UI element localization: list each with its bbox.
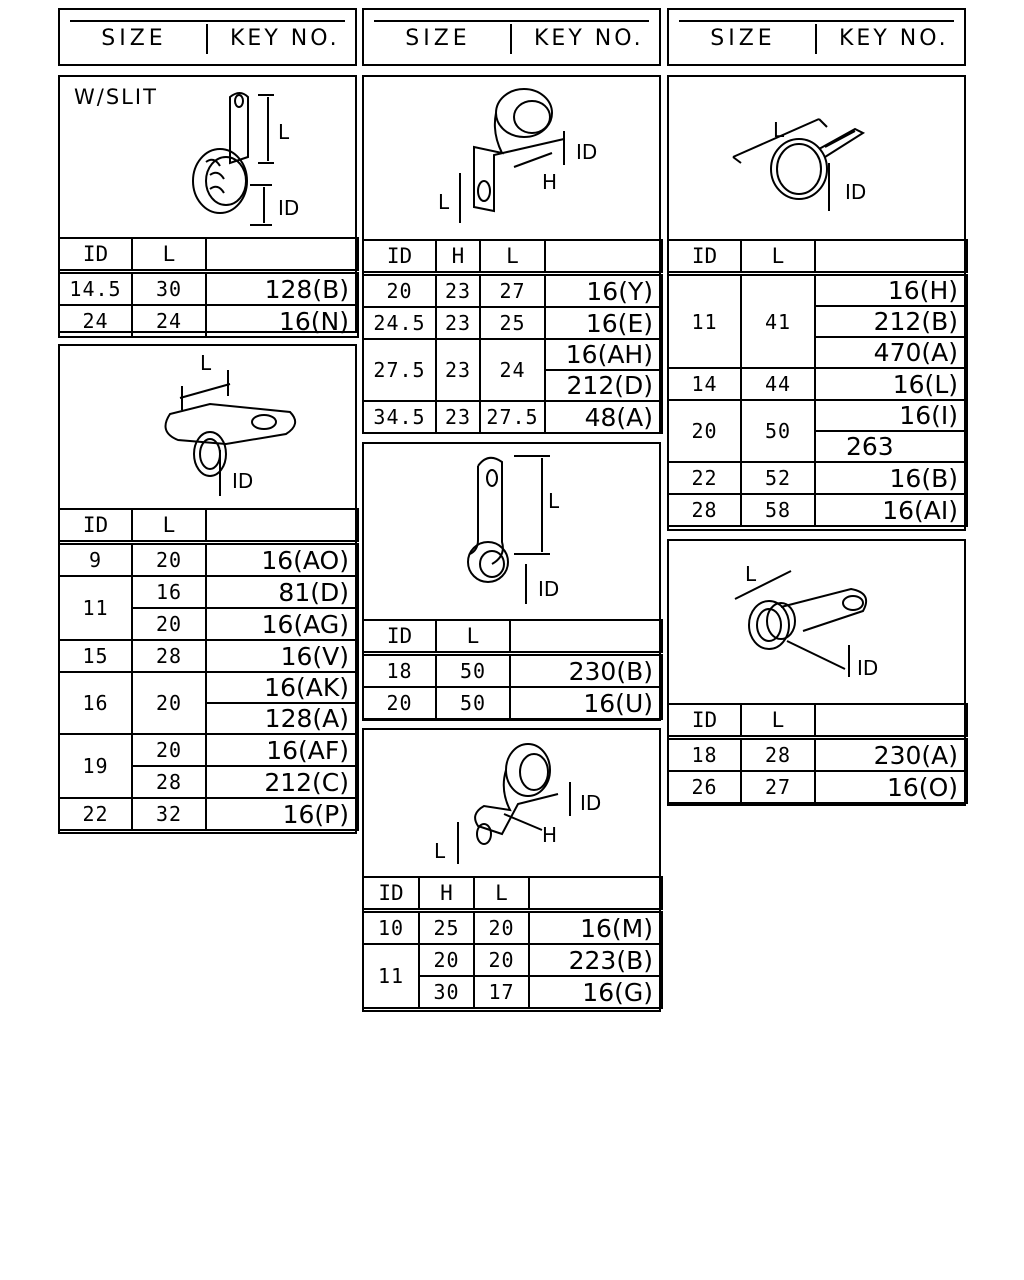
band-size-table (667, 239, 968, 527)
dim-id-label: ID (538, 577, 560, 601)
cell-key-no: 16(I) (815, 400, 967, 431)
cell-key-no: 16(AI) (815, 494, 967, 526)
clamp-block-offset (362, 75, 661, 434)
table-row (59, 640, 358, 672)
table-row (59, 734, 358, 766)
table-row (59, 272, 358, 306)
dim-id-label: ID (576, 140, 598, 164)
cell-id: 24.5 (363, 307, 436, 339)
cushion-clamp-icon (669, 541, 965, 703)
cell-id: 34.5 (363, 401, 436, 433)
cell-key-no: 16(E) (545, 307, 662, 339)
size-header: SIZE (405, 26, 471, 51)
col-key (815, 240, 967, 274)
cell-id: 9 (59, 543, 132, 577)
table-row (59, 672, 358, 703)
cell-id: 26 (668, 771, 741, 803)
table-row (668, 738, 967, 772)
col-l: L (132, 509, 206, 543)
loop-clamp-icon (60, 346, 356, 508)
cell-key-no: 16(B) (815, 462, 967, 494)
cell-l: 17 (474, 976, 529, 1008)
cell-l: 50 (741, 400, 815, 462)
cell-l: 24 (480, 339, 545, 401)
table-row (363, 944, 662, 976)
col-key (815, 704, 967, 738)
dim-id-label: ID (278, 196, 300, 220)
loop-clamp-drawing (60, 346, 355, 508)
cell-id: 24 (59, 305, 132, 337)
dim-l-label: L (278, 120, 290, 144)
cell-l: 28 (741, 738, 815, 772)
dim-h-label: H (542, 823, 558, 847)
table-row (59, 798, 358, 830)
table-row (668, 462, 967, 494)
table-row (59, 576, 358, 608)
col-id: ID (363, 240, 436, 274)
cell-l: 20 (132, 543, 206, 577)
cell-key-no: 16(O) (815, 771, 967, 803)
col-key (545, 240, 662, 274)
cell-id: 11 (363, 944, 419, 1008)
cell-key-no: 16(AG) (206, 608, 358, 640)
col-id: ID (59, 238, 132, 272)
table-row (59, 543, 358, 577)
dim-id-label: ID (845, 180, 867, 204)
cell-l: 16 (132, 576, 206, 608)
dim-l-label: L (434, 839, 446, 863)
cell-id: 27.5 (363, 339, 436, 401)
clamp-block-loop (58, 344, 357, 834)
cell-h: 30 (419, 976, 474, 1008)
cell-key-no: 230(B) (510, 654, 662, 688)
cell-key-no: 470(A) (815, 337, 967, 368)
table-row (668, 771, 967, 803)
cell-key-no: 212(C) (206, 766, 358, 798)
wslit-note: W/SLIT (74, 85, 158, 109)
dim-l-label: L (773, 118, 785, 142)
table-row (363, 654, 662, 688)
cell-l: 44 (741, 368, 815, 400)
cell-h: 23 (436, 307, 480, 339)
cell-key-no: 212(B) (815, 306, 967, 337)
cushion-clamp-drawing (669, 541, 964, 703)
cell-l: 41 (741, 274, 815, 369)
offset-clamp-drawing (364, 77, 659, 239)
table-row (668, 400, 967, 431)
table-row (363, 687, 662, 719)
dim-l-label: L (438, 190, 450, 214)
dim-l-label: L (745, 562, 757, 586)
cell-id: 11 (59, 576, 132, 640)
col-id: ID (668, 240, 741, 274)
cell-l: 20 (474, 911, 529, 945)
col-key (510, 620, 662, 654)
col-l: L (741, 240, 815, 274)
col-id: ID (668, 704, 741, 738)
col-key (206, 509, 358, 543)
table-row (668, 368, 967, 400)
cell-l: 58 (741, 494, 815, 526)
col-l: L (741, 704, 815, 738)
cell-id: 20 (668, 400, 741, 462)
cell-l: 27 (480, 274, 545, 308)
offset-clamp-2-drawing (364, 730, 659, 876)
clamp-block-long-tab (362, 442, 661, 721)
cell-key-no: 223(B) (529, 944, 662, 976)
cell-l: 30 (132, 272, 206, 306)
cell-id: 15 (59, 640, 132, 672)
cell-id: 20 (363, 274, 436, 308)
col-l: L (132, 238, 206, 272)
cell-id: 22 (668, 462, 741, 494)
cell-l: 24 (132, 305, 206, 337)
dim-id-label: ID (580, 791, 602, 815)
cell-id: 10 (363, 911, 419, 945)
col-key (529, 877, 662, 911)
cell-id: 11 (668, 274, 741, 369)
dim-l-label: L (200, 351, 212, 375)
cushion-size-table (667, 703, 968, 804)
wslit-size-table (58, 237, 359, 338)
col-h: H (436, 240, 480, 274)
cell-l: 50 (436, 654, 510, 688)
header-box-right (667, 8, 966, 66)
col-l: L (436, 620, 510, 654)
loop-size-table (58, 508, 359, 831)
clamp-block-band (667, 75, 966, 531)
offset-size-table (362, 239, 663, 434)
table-row (363, 307, 662, 339)
table-row (668, 494, 967, 526)
cell-key-no: 48(A) (545, 401, 662, 433)
dim-l-label: L (548, 489, 560, 513)
cell-l: 20 (132, 734, 206, 766)
cell-id: 22 (59, 798, 132, 830)
cell-id: 14.5 (59, 272, 132, 306)
cell-id: 14 (668, 368, 741, 400)
cell-key-no: 16(AO) (206, 543, 358, 577)
dim-id-label: ID (857, 656, 879, 680)
col-id: ID (59, 509, 132, 543)
cell-h: 23 (436, 401, 480, 433)
size-header: SIZE (710, 26, 776, 51)
cell-id: 16 (59, 672, 132, 734)
table-row (668, 274, 967, 307)
col-key (206, 238, 358, 272)
cell-key-no: 16(P) (206, 798, 358, 830)
cell-key-no: 128(B) (206, 272, 358, 306)
col-h: H (419, 877, 474, 911)
table-row (363, 911, 662, 945)
cell-key-no: 16(AF) (206, 734, 358, 766)
table-row (363, 401, 662, 433)
table-row (363, 339, 662, 370)
offset-2-size-table (362, 876, 663, 1009)
band-clamp-drawing (669, 77, 964, 239)
wslit-clamp-drawing (60, 77, 355, 239)
cell-l: 20 (132, 672, 206, 734)
cell-key-no: 16(AH) (545, 339, 662, 370)
key-no-header: KEY NO. (839, 26, 949, 51)
table-row (363, 274, 662, 308)
cell-id: 19 (59, 734, 132, 798)
cell-key-no: 16(V) (206, 640, 358, 672)
cell-key-no: 16(M) (529, 911, 662, 945)
cell-key-no: 16(L) (815, 368, 967, 400)
key-no-header: KEY NO. (230, 26, 340, 51)
cell-l: 52 (741, 462, 815, 494)
cell-l: 27 (741, 771, 815, 803)
band-clamp-icon (669, 77, 965, 239)
cell-h: 25 (419, 911, 474, 945)
cell-key-no: 128(A) (206, 703, 358, 734)
long-tab-clamp-drawing (364, 444, 659, 619)
cell-id: 18 (363, 654, 436, 688)
cell-h: 20 (419, 944, 474, 976)
col-l: L (480, 240, 545, 274)
cell-key-no: 16(N) (206, 305, 358, 337)
cell-key-no: 263 (815, 431, 967, 462)
header-box-left (58, 8, 357, 66)
cell-key-no: 16(U) (510, 687, 662, 719)
clamp-block-wslit (58, 75, 357, 336)
cell-l: 50 (436, 687, 510, 719)
cell-key-no: 81(D) (206, 576, 358, 608)
cell-l: 27.5 (480, 401, 545, 433)
cell-key-no: 16(Y) (545, 274, 662, 308)
cell-id: 18 (668, 738, 741, 772)
clamp-block-offset-2 (362, 728, 661, 1012)
cell-l: 28 (132, 766, 206, 798)
cell-key-no: 16(AK) (206, 672, 358, 703)
offset-clamp-2-icon (364, 730, 660, 876)
header-box-middle (362, 8, 661, 66)
cell-key-no: 16(H) (815, 274, 967, 307)
clamp-block-cushion (667, 539, 966, 806)
col-l: L (474, 877, 529, 911)
cell-key-no: 16(G) (529, 976, 662, 1008)
col-id: ID (363, 877, 419, 911)
cell-key-no: 230(A) (815, 738, 967, 772)
key-no-header: KEY NO. (534, 26, 644, 51)
long-tab-size-table (362, 619, 663, 720)
cell-h: 23 (436, 274, 480, 308)
cell-key-no: 212(D) (545, 370, 662, 401)
col-id: ID (363, 620, 436, 654)
size-header: SIZE (101, 26, 167, 51)
cell-id: 28 (668, 494, 741, 526)
offset-clamp-icon (364, 77, 660, 239)
cell-h: 23 (436, 339, 480, 401)
cell-l: 20 (474, 944, 529, 976)
cell-l: 25 (480, 307, 545, 339)
dim-id-label: ID (232, 469, 254, 493)
cell-l: 20 (132, 608, 206, 640)
cell-id: 20 (363, 687, 436, 719)
long-tab-clamp-icon (364, 444, 660, 619)
table-row (59, 305, 358, 337)
dim-h-label: H (542, 170, 558, 194)
cell-l: 32 (132, 798, 206, 830)
cell-l: 28 (132, 640, 206, 672)
